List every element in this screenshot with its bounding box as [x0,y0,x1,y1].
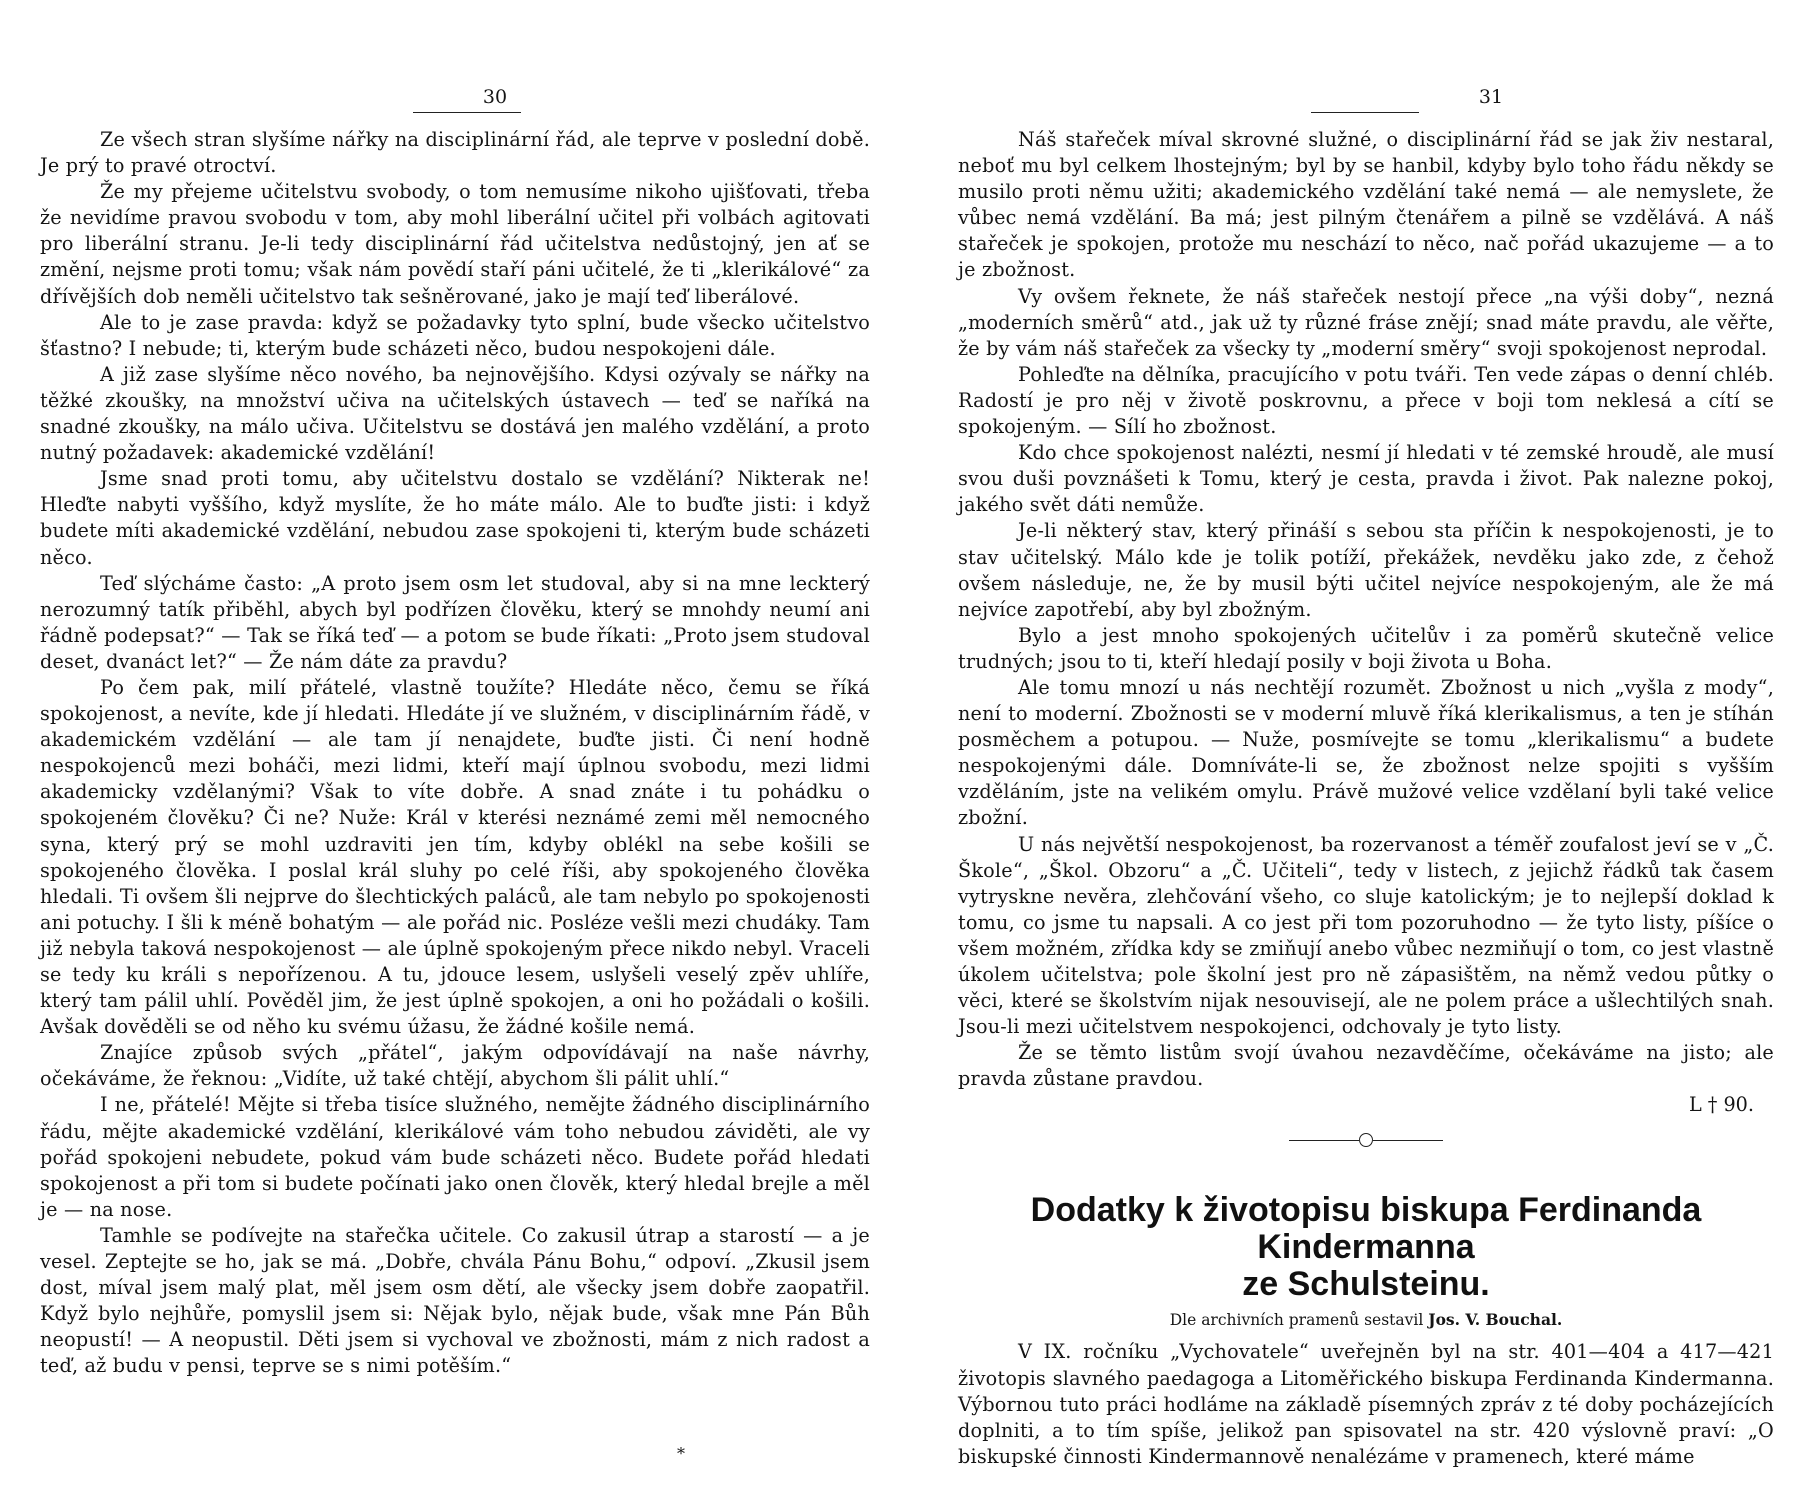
paragraph: Že se těmto listům svojí úvahou nezavděčíme, očekáváme na jisto; ale pravda zůstane pravdou. [958,1041,1774,1091]
paragraph: Bylo a jest mnoho spokojených učitelův i za poměrů skutečně velice trudných; jsou to ti, kteří hledají posily v boji života u Boha. [958,623,1774,673]
separator-line [1373,1140,1443,1141]
signature: L † 90. [1688,1093,1754,1117]
paragraph: Pohleďte na dělníka, pracujícího v potu tváři. Ten vede zápas o denní chléb. Radostí je pro něj v životě poskrovnu, a přece v boji tom neklesá a cítí se spokojeným. — Sílí ho zbožnost. [958,362,1774,439]
left-body-text [40,127,870,1380]
right-body-text [958,127,1774,1118]
left-page [40,0,870,1380]
paragraph: Že my přejeme učitelstvu svobody, o tom nemusíme nikoho ujišťovati, třeba že nevidíme pravou svobodu v tom, aby mohl liberální učitel při volbách agitovati pro liberální stranu. Je-li tedy disciplinární řád učitelstva nedůstojný, jen ať se změní, nejsme proti tomu; však nám povědí staří páni učitelé, že ti „klerikálové“ za dřívějších dob neměli učitelstvo tak sešněrované, jako je mají teď liberálové. [40,180,870,308]
paragraph: Po čem pak, milí přátelé, vlastně toužíte? Hledáte něco, čemu se říká spokojenost, a nevíte, kde jí hledati. Hledáte jí ve služném, v disciplinárním řádě, v akademickém vzdělání — ale tam jí nenajdete, buďte jisti. Či není hodně nespokojenců mezi boháči, mezi lidmi, kteří mají úplnou svobodu, mezi lidmi akademicky vzdělanými? Však to víte dobře. A snad znáte i tu pohádku o spokojeném člověku? Či ne? Nuže: Král v kterési neznámé zemi měl nemocného syna, který prý se mohl uzdraviti jen tím, kdyby oblékl na sebe košili se spokojeného člověka. I poslal král sluhy po celé říši, aby spokojeného člověka hledali. Ti ovšem šli nejprve do šlechtických paláců, ale tam nebylo po spokojenosti ani potuchy. I šli k méně bohatým — ale pořád nic. Posléze vešli mezi chudáky. Tam již nebyla taková nespokojenost — ale úplně spokojeným přece nikdo nebyl. Vraceli se tedy ku králi s nepořízenou. A tu, jdouce lesem, uslyšeli veselý zpěv uhlíře, který tam pálil uhlí. Pověděl jim, že jest úplně spokojen, a oni ho požádali o košili. Avšak dověděli se od něho ku svému úžasu, že žádné košile nemá. [40,675,870,1039]
separator-line [1289,1140,1359,1141]
article-title [958,1192,1774,1303]
header-rule-left [413,112,521,113]
paragraph: Teď slýcháme často: „A proto jsem osm let studoval, aby si na mne leckterý nerozumný tatík přiběhl, abych byl podřízen člověku, který se mnohdy neumí ani řádně podepsat?“ — Tak se říká teď — a potom se bude říkati: „Proto jsem studoval deset, dvanáct let?“ — Že nám dáte za pravdu? [40,571,870,673]
footnote-mark: * [677,1444,685,1463]
paragraph: Ale to je zase pravda: když se požadavky tyto splní, bude všecko učitelstvo šťastno? I nebude; ti, kterým bude scházeti něco, budou nespokojeni dále. [40,310,870,360]
paragraph: V IX. ročníku „Vychovatele“ uveřejněn byl na str. 401—404 a 417—421 životopis slavného paedagoga a Litoměřického biskupa Ferdinanda Kindermanna. Výbornou tuto práci hodláme na základě písemných zpráv z té doby pocházejících doplniti, a to tím spíše, jelikož pan spisovatel na str. 420 výslovně praví: „O biskupské činnosti Kindermannově nenalézáme v pramenech, které máme [958,1340,1774,1468]
paragraph: Jsme snad proti tomu, aby učitelstvu dostalo se vzdělání? Nikterak ne! Hleďte nabyti vyššího, když myslíte, že ho máte málo. Ale to buďte jisti: i když budete míti akademické vzdělání, nebudou zase spokojeni ti, kterým bude scházeti něco. [40,467,870,569]
paragraph: Ze všech stran slyšíme nářky na disciplinární řád, ale teprve v poslední době. Je prý to pravé otroctví. [40,128,870,178]
paragraph: U nás největší nespokojenost, ba rozervanost a téměř zoufalost jeví se v „Č. Škole“, „Škol. Obzoru“ a „Č. Učiteli“, tedy v listech, z jejichž řádků tak časem vytryskne nevěra, zlehčování všeho, co sluje katolickým; je to nejlepší doklad k tomu, co jsme tu napsali. A co jest při tom pozoruhodno — že tyto listy, píšíce o všem možném, zřídka kdy se zmiňují anebo vůbec nezmiňují o tom, co jest vlastně úkolem učitelstva; pole školní jest pro ně zápasištěm, na němž vedou půtky o věci, které se školstvím nijak nesouvisejí, ale ne polem práce a ušlechtilých snah. Jsou-li mezi učitelstvem nespokojenci, odchovaly je tyto listy. [958,832,1774,1039]
byline-author: Jos. V. Bouchal. [1428,1310,1563,1330]
paragraph: A již zase slyšíme něco nového, ba nejnovějšího. Kdysi ozývaly se nářky na těžké zkoušky, na množství učiva na učitelských ústavech — teď se naříká na snadné zkoušky, na málo učiva. Učitelstvu se dostává jen malého vzdělání, a proto nutný požadavek: akademické vzdělání! [40,362,870,465]
article-title-line-1: Dodatky k životopisu biskupa Ferdinanda Kindermanna [1030,1191,1702,1267]
separator-circle-icon [1359,1133,1373,1147]
article-body [958,1339,1774,1469]
paragraph: Ale tomu mnozí u nás nechtějí rozumět. Zbožnost u nich „vyšla z mody“, není to moderní. Zbožnosti se v moderní mluvě říká klerikalismus, a ten je stíhán posměchem a potupou. — Nuže, posmívejte se tomu „klerikalismu“ a budete nespokojenými dále. Domníváte-li se, že zbožnost nelze spojiti s vyšším vzděláním, jste na velikém omylu. Právě mužové velice vzdělaní byli také velice zbožní. [958,675,1774,830]
paragraph: Vy ovšem řeknete, že náš stařeček nestojí přece „na výši doby“, nezná „moderních směrů“ atd., jak už ty různé fráse znějí; snad máte pravdu, ale věřte, že by vám náš stařeček za všecky ty „moderní směry“ svoji spokojenost neprodal. [958,284,1774,360]
closing-line [958,1040,1774,1092]
signature-row [958,1092,1774,1118]
paragraph: Tamhle se podívejte na stařečka učitele. Co zakusil útrap a starostí — a je vesel. Zeptejte se ho, jak se má. „Dobře, chvála Pánu Bohu,“ odpoví. „Zkusil jsem dost, míval jsem malý plat, měl jsem osm dětí, ale všecky jsem dobře zaopatřil. Když bylo nejhůře, pomyslil jsem si: Nějak bylo, nějak bude, však mne Pán Bůh neopustí! — A neopustil. Děti jsem si vychoval ve zbožnosti, mám z nich radost a teď, až budu v pensi, teprve se s nimi potěším.“ [40,1223,870,1378]
paragraph: I ne, přátelé! Mějte si třeba tisíce služného, nemějte žádného disciplinárního řádu, mějte akademické vzdělání, klerikálové vám toho nebudou záviděti, ale vy pořád spokojeni nebudete, pokud vám bude scházeti něco. Budete pořád hledati spokojenost a při tom si budete počínati jako onen člověk, který hledal brejle a měl je — na nose. [40,1093,870,1221]
byline [958,1309,1774,1331]
section-separator [958,1130,1774,1150]
right-page [958,0,1774,1470]
header-rule-right [1311,112,1419,113]
page-number-left: 30 [482,86,508,108]
paragraph: Znajíce způsob svých „přátel“, jakým odpovídávají na naše návrhy, očekáváme, že řeknou: „Vidíte, už také chtějí, abychom šli pálit uhlí.“ [40,1041,870,1091]
page-number-right: 31 [1478,86,1504,108]
article-title-line-2: ze Schulsteinu. [1242,1265,1490,1304]
paragraph: Náš stařeček míval skrovné služné, o disciplinární řád se jak živ nestaral, neboť mu byl celkem lhostejným; byl by se hanbil, kdyby bylo toho řádu někdy se musilo proti němu užiti; akademického vzdělání také nemá — ale nemyslete, že vůbec nemá vzdělání. Ba má; jest pilným čtenářem a pilně se vzdělává. A náš stařeček je spokojen, protože mu neschází to něco, nač pořád ukazujeme — a to je zbožnost. [958,128,1774,282]
paragraph: Kdo chce spokojenost nalézti, nesmí jí hledati v té zemské hroudě, ale musí svou duši povznášeti k Tomu, který je cesta, pravda i život. Pak nalezne pokoj, jakého svět dáti nemůže. [958,441,1774,517]
byline-prefix: Dle archivních pramenů sestavil [1169,1311,1429,1330]
paragraph: Je-li některý stav, který přináší s sebou sta příčin k nespokojenosti, je to stav učitelský. Málo kde je tolik potíží, překážek, nevděku jako zde, z čehož ovšem následuje, ne, že by musil býti učitel nejvíce nespokojeným, ale že má nejvíce zapotřebí, aby byl zbožným. [958,519,1774,621]
